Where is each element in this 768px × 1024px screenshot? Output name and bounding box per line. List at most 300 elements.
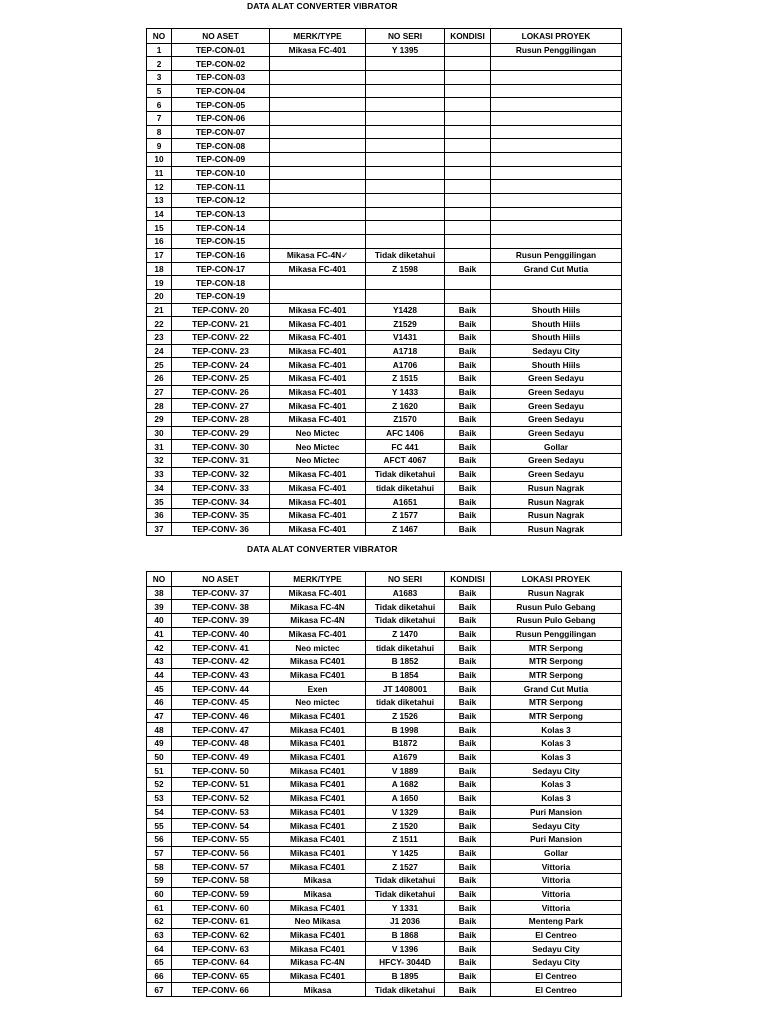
table-row <box>147 668 622 682</box>
cell-no: 21 <box>147 303 172 317</box>
table-row <box>147 805 622 819</box>
cell-lokasi-proyek: Green Sedayu <box>491 467 622 481</box>
cell-no-aset: TEP-CON-02 <box>172 57 270 71</box>
cell-no-aset: TEP-CON-11 <box>172 180 270 194</box>
table-row <box>147 873 622 887</box>
cell-kondisi: Baik <box>445 832 491 846</box>
cell-no: 37 <box>147 522 172 536</box>
table-body <box>147 43 622 536</box>
cell-lokasi-proyek: Rusun Nagrak <box>491 495 622 509</box>
cell-no-aset: TEP-CONV- 59 <box>172 887 270 901</box>
cell-no-aset: TEP-CONV- 57 <box>172 860 270 874</box>
cell-no-aset: TEP-CONV- 51 <box>172 778 270 792</box>
cell-no-aset: TEP-CONV- 44 <box>172 682 270 696</box>
cell-no-seri: V 1889 <box>366 764 445 778</box>
cell-lokasi-proyek: Rusun Penggilingan <box>491 248 622 262</box>
cell-merk-type: Mikasa FC-401 <box>270 303 366 317</box>
cell-kondisi: Baik <box>445 682 491 696</box>
cell-merk-type: Mikasa FC-401 <box>270 627 366 641</box>
table-row <box>147 98 622 112</box>
cell-kondisi: Baik <box>445 928 491 942</box>
cell-merk-type <box>270 235 366 249</box>
cell-lokasi-proyek <box>491 125 622 139</box>
cell-kondisi: Baik <box>445 330 491 344</box>
cell-no-seri: Z 1511 <box>366 832 445 846</box>
cell-merk-type: Mikasa FC-401 <box>270 522 366 536</box>
table-row <box>147 522 622 536</box>
cell-no-aset: TEP-CONV- 64 <box>172 956 270 970</box>
cell-lokasi-proyek: Kolas 3 <box>491 791 622 805</box>
cell-kondisi <box>445 194 491 208</box>
cell-no-seri: A1706 <box>366 358 445 372</box>
cell-kondisi: Baik <box>445 481 491 495</box>
cell-merk-type <box>270 70 366 84</box>
cell-no: 28 <box>147 399 172 413</box>
cell-no: 16 <box>147 235 172 249</box>
cell-merk-type: Mikasa FC401 <box>270 654 366 668</box>
cell-no: 30 <box>147 426 172 440</box>
cell-no-seri: Tidak diketahui <box>366 600 445 614</box>
cell-no-seri: Y 1425 <box>366 846 445 860</box>
cell-no: 58 <box>147 860 172 874</box>
cell-merk-type: Mikasa <box>270 983 366 997</box>
cell-no-seri: Y 1395 <box>366 43 445 57</box>
cell-merk-type: Neo mictec <box>270 641 366 655</box>
header-lokasi-proyek: LOKASI PROYEK <box>491 29 622 44</box>
table-row <box>147 248 622 262</box>
table-row <box>147 600 622 614</box>
cell-merk-type <box>270 153 366 167</box>
cell-lokasi-proyek: Shouth Hiils <box>491 330 622 344</box>
cell-kondisi: Baik <box>445 600 491 614</box>
cell-merk-type: Mikasa FC-401 <box>270 508 366 522</box>
cell-no-seri: Tidak diketahui <box>366 613 445 627</box>
cell-no-seri <box>366 166 445 180</box>
cell-no-seri: A 1682 <box>366 778 445 792</box>
cell-no: 66 <box>147 969 172 983</box>
cell-no-aset: TEP-CONV- 42 <box>172 654 270 668</box>
cell-no: 11 <box>147 166 172 180</box>
cell-no: 29 <box>147 413 172 427</box>
cell-kondisi: Baik <box>445 385 491 399</box>
cell-no: 59 <box>147 873 172 887</box>
cell-no-seri: J1 2036 <box>366 915 445 929</box>
cell-no-seri: Z 1598 <box>366 262 445 276</box>
cell-no-aset: TEP-CONV- 36 <box>172 522 270 536</box>
cell-lokasi-proyek: Rusun Nagrak <box>491 508 622 522</box>
cell-merk-type: Mikasa FC-401 <box>270 495 366 509</box>
cell-kondisi: Baik <box>445 508 491 522</box>
cell-kondisi: Baik <box>445 887 491 901</box>
cell-merk-type: Mikasa FC401 <box>270 723 366 737</box>
cell-no-seri <box>366 153 445 167</box>
cell-kondisi: Baik <box>445 522 491 536</box>
cell-no-seri: B 1854 <box>366 668 445 682</box>
cell-merk-type <box>270 276 366 290</box>
table-row <box>147 682 622 696</box>
cell-lokasi-proyek: Sedayu City <box>491 942 622 956</box>
cell-no: 15 <box>147 221 172 235</box>
cell-no-seri: AFCT 4067 <box>366 454 445 468</box>
table-row <box>147 887 622 901</box>
cell-merk-type: Mikasa FC401 <box>270 750 366 764</box>
cell-merk-type: Mikasa FC-401 <box>270 317 366 331</box>
cell-kondisi <box>445 43 491 57</box>
cell-kondisi: Baik <box>445 873 491 887</box>
table-body <box>147 586 622 997</box>
cell-lokasi-proyek: El Centreo <box>491 928 622 942</box>
cell-kondisi: Baik <box>445 262 491 276</box>
cell-lokasi-proyek: Rusun Penggilingan <box>491 627 622 641</box>
cell-merk-type <box>270 289 366 303</box>
cell-lokasi-proyek: Rusun Nagrak <box>491 522 622 536</box>
cell-kondisi: Baik <box>445 372 491 386</box>
cell-no-seri: Y 1433 <box>366 385 445 399</box>
cell-merk-type: Mikasa FC401 <box>270 805 366 819</box>
cell-lokasi-proyek: MTR Serpong <box>491 641 622 655</box>
cell-no-seri: tidak diketahui <box>366 696 445 710</box>
cell-merk-type: Mikasa FC-4N <box>270 600 366 614</box>
cell-no-seri: Z 1515 <box>366 372 445 386</box>
cell-kondisi: Baik <box>445 778 491 792</box>
cell-merk-type: Mikasa <box>270 873 366 887</box>
cell-no-aset: TEP-CON-10 <box>172 166 270 180</box>
cell-kondisi: Baik <box>445 440 491 454</box>
cell-merk-type: Mikasa FC-401 <box>270 413 366 427</box>
cell-no-aset: TEP-CONV- 35 <box>172 508 270 522</box>
header-no: NO <box>147 29 172 44</box>
cell-merk-type: Mikasa FC-401 <box>270 481 366 495</box>
cell-no-seri: A1679 <box>366 750 445 764</box>
cell-lokasi-proyek: Gollar <box>491 440 622 454</box>
cell-kondisi: Baik <box>445 956 491 970</box>
cell-lokasi-proyek <box>491 70 622 84</box>
cell-merk-type <box>270 125 366 139</box>
cell-lokasi-proyek: Rusun Pulo Gebang <box>491 600 622 614</box>
cell-no-seri: tidak diketahui <box>366 481 445 495</box>
cell-no-seri: Y 1331 <box>366 901 445 915</box>
cell-no: 64 <box>147 942 172 956</box>
cell-no-seri: A1651 <box>366 495 445 509</box>
cell-no-seri: HFCY- 3044D <box>366 956 445 970</box>
cell-kondisi: Baik <box>445 413 491 427</box>
table-row <box>147 84 622 98</box>
cell-lokasi-proyek: Rusun Penggilingan <box>491 43 622 57</box>
cell-no: 62 <box>147 915 172 929</box>
table-row <box>147 860 622 874</box>
cell-lokasi-proyek: Vittoria <box>491 901 622 915</box>
cell-no: 32 <box>147 454 172 468</box>
cell-lokasi-proyek <box>491 289 622 303</box>
table-row <box>147 778 622 792</box>
cell-no-seri <box>366 235 445 249</box>
header-no-seri: NO SERI <box>366 572 445 587</box>
cell-no: 42 <box>147 641 172 655</box>
vibrator-table-2 <box>146 571 622 997</box>
cell-lokasi-proyek: Green Sedayu <box>491 385 622 399</box>
cell-merk-type: Neo Mikasa <box>270 915 366 929</box>
cell-merk-type <box>270 139 366 153</box>
cell-lokasi-proyek: Shouth Hiils <box>491 303 622 317</box>
table-row <box>147 262 622 276</box>
cell-no: 34 <box>147 481 172 495</box>
cell-lokasi-proyek: Green Sedayu <box>491 454 622 468</box>
cell-lokasi-proyek: Grand Cut Mutia <box>491 682 622 696</box>
cell-lokasi-proyek: Sedayu City <box>491 764 622 778</box>
cell-merk-type: Mikasa FC401 <box>270 928 366 942</box>
cell-merk-type: Mikasa FC-401 <box>270 262 366 276</box>
cell-no-aset: TEP-CONV- 47 <box>172 723 270 737</box>
cell-no-seri: Z 1520 <box>366 819 445 833</box>
cell-no-seri: JT 1408001 <box>366 682 445 696</box>
cell-no-aset: TEP-CON-16 <box>172 248 270 262</box>
cell-merk-type: Mikasa FC-401 <box>270 344 366 358</box>
cell-no-seri <box>366 221 445 235</box>
cell-no-aset: TEP-CONV- 40 <box>172 627 270 641</box>
cell-merk-type: Exen <box>270 682 366 696</box>
cell-merk-type: Mikasa FC401 <box>270 901 366 915</box>
table-row <box>147 819 622 833</box>
cell-no-seri <box>366 111 445 125</box>
table-row <box>147 969 622 983</box>
cell-kondisi: Baik <box>445 495 491 509</box>
cell-no-seri: Y1428 <box>366 303 445 317</box>
cell-no-seri: AFC 1406 <box>366 426 445 440</box>
cell-no: 22 <box>147 317 172 331</box>
cell-no-aset: TEP-CON-09 <box>172 153 270 167</box>
table-row <box>147 723 622 737</box>
cell-kondisi <box>445 207 491 221</box>
table-row <box>147 440 622 454</box>
cell-kondisi <box>445 84 491 98</box>
cell-kondisi <box>445 139 491 153</box>
cell-no-seri <box>366 207 445 221</box>
cell-no-aset: TEP-CONV- 61 <box>172 915 270 929</box>
cell-lokasi-proyek: MTR Serpong <box>491 668 622 682</box>
cell-lokasi-proyek: Grand Cut Mutia <box>491 262 622 276</box>
cell-lokasi-proyek <box>491 194 622 208</box>
cell-no-seri <box>366 70 445 84</box>
cell-no-aset: TEP-CONV- 54 <box>172 819 270 833</box>
cell-no: 47 <box>147 709 172 723</box>
table-row <box>147 846 622 860</box>
cell-lokasi-proyek: Kolas 3 <box>491 778 622 792</box>
cell-kondisi: Baik <box>445 426 491 440</box>
cell-kondisi: Baik <box>445 764 491 778</box>
cell-merk-type: Mikasa <box>270 887 366 901</box>
cell-merk-type: Neo Mictec <box>270 440 366 454</box>
cell-no: 54 <box>147 805 172 819</box>
cell-no-seri: V 1396 <box>366 942 445 956</box>
cell-no-seri: Z 1527 <box>366 860 445 874</box>
cell-kondisi: Baik <box>445 915 491 929</box>
cell-merk-type: Mikasa FC401 <box>270 846 366 860</box>
cell-no-seri <box>366 194 445 208</box>
cell-no-aset: TEP-CONV- 29 <box>172 426 270 440</box>
cell-no-aset: TEP-CONV- 49 <box>172 750 270 764</box>
cell-no-seri: Tidak diketahui <box>366 467 445 481</box>
table-header-row <box>147 572 622 587</box>
cell-no: 45 <box>147 682 172 696</box>
table-row <box>147 289 622 303</box>
cell-merk-type: Mikasa FC401 <box>270 709 366 723</box>
cell-no-aset: TEP-CONV- 52 <box>172 791 270 805</box>
cell-kondisi <box>445 57 491 71</box>
cell-no-seri: tidak diketahui <box>366 641 445 655</box>
cell-lokasi-proyek: Kolas 3 <box>491 750 622 764</box>
cell-kondisi <box>445 111 491 125</box>
table-row <box>147 750 622 764</box>
cell-no-aset: TEP-CON-03 <box>172 70 270 84</box>
cell-merk-type: Mikasa FC-401 <box>270 399 366 413</box>
cell-no-seri <box>366 139 445 153</box>
cell-kondisi: Baik <box>445 805 491 819</box>
cell-no: 27 <box>147 385 172 399</box>
cell-lokasi-proyek: Kolas 3 <box>491 737 622 751</box>
cell-kondisi: Baik <box>445 641 491 655</box>
cell-no: 53 <box>147 791 172 805</box>
table-row <box>147 194 622 208</box>
table-row <box>147 454 622 468</box>
table-row <box>147 399 622 413</box>
cell-merk-type: Mikasa FC-4N <box>270 956 366 970</box>
cell-no-seri: V 1329 <box>366 805 445 819</box>
table-row <box>147 956 622 970</box>
cell-no-aset: TEP-CONV- 21 <box>172 317 270 331</box>
cell-no-seri <box>366 57 445 71</box>
cell-lokasi-proyek: Puri Mansion <box>491 805 622 819</box>
cell-kondisi: Baik <box>445 317 491 331</box>
table-row <box>147 627 622 641</box>
cell-lokasi-proyek <box>491 276 622 290</box>
cell-merk-type: Mikasa FC401 <box>270 737 366 751</box>
cell-lokasi-proyek: Rusun Nagrak <box>491 586 622 600</box>
cell-lokasi-proyek: Shouth Hiils <box>491 358 622 372</box>
table-row <box>147 983 622 997</box>
cell-no: 13 <box>147 194 172 208</box>
cell-no-seri: Z 1467 <box>366 522 445 536</box>
cell-no-aset: TEP-CONV- 43 <box>172 668 270 682</box>
table-row <box>147 764 622 778</box>
cell-lokasi-proyek: Vittoria <box>491 860 622 874</box>
cell-kondisi <box>445 235 491 249</box>
cell-lokasi-proyek: El Centreo <box>491 969 622 983</box>
cell-no: 9 <box>147 139 172 153</box>
table-row <box>147 57 622 71</box>
cell-no: 49 <box>147 737 172 751</box>
cell-lokasi-proyek: Green Sedayu <box>491 399 622 413</box>
cell-merk-type <box>270 57 366 71</box>
cell-lokasi-proyek: Green Sedayu <box>491 413 622 427</box>
cell-no-aset: TEP-CONV- 32 <box>172 467 270 481</box>
cell-merk-type: Mikasa FC-401 <box>270 385 366 399</box>
table-row <box>147 70 622 84</box>
cell-kondisi: Baik <box>445 942 491 956</box>
cell-no-seri <box>366 125 445 139</box>
cell-no: 18 <box>147 262 172 276</box>
cell-merk-type: Mikasa FC-401 <box>270 43 366 57</box>
table-row <box>147 832 622 846</box>
cell-lokasi-proyek: MTR Serpong <box>491 654 622 668</box>
cell-no: 3 <box>147 70 172 84</box>
cell-no: 57 <box>147 846 172 860</box>
cell-lokasi-proyek: MTR Serpong <box>491 696 622 710</box>
cell-no: 17 <box>147 248 172 262</box>
cell-merk-type: Mikasa FC401 <box>270 969 366 983</box>
cell-no-seri: Z 1577 <box>366 508 445 522</box>
cell-no-aset: TEP-CONV- 30 <box>172 440 270 454</box>
cell-kondisi: Baik <box>445 709 491 723</box>
cell-kondisi <box>445 289 491 303</box>
table-row <box>147 495 622 509</box>
cell-no: 6 <box>147 98 172 112</box>
table-row <box>147 901 622 915</box>
cell-no-seri: B 1852 <box>366 654 445 668</box>
cell-merk-type: Mikasa FC-401 <box>270 372 366 386</box>
cell-no-seri: A 1650 <box>366 791 445 805</box>
table-row <box>147 344 622 358</box>
cell-no-aset: TEP-CONV- 48 <box>172 737 270 751</box>
table-row <box>147 139 622 153</box>
cell-no: 60 <box>147 887 172 901</box>
cell-lokasi-proyek <box>491 180 622 194</box>
cell-no-seri: Tidak diketahui <box>366 887 445 901</box>
cell-kondisi: Baik <box>445 358 491 372</box>
cell-no-aset: TEP-CONV- 28 <box>172 413 270 427</box>
cell-merk-type: Mikasa FC401 <box>270 668 366 682</box>
cell-merk-type: Mikasa FC401 <box>270 819 366 833</box>
cell-merk-type <box>270 221 366 235</box>
cell-no: 26 <box>147 372 172 386</box>
cell-kondisi: Baik <box>445 586 491 600</box>
table-row <box>147 426 622 440</box>
cell-merk-type: Neo Mictec <box>270 454 366 468</box>
cell-no: 19 <box>147 276 172 290</box>
cell-lokasi-proyek <box>491 84 622 98</box>
cell-lokasi-proyek: Kolas 3 <box>491 723 622 737</box>
cell-no-aset: TEP-CONV- 33 <box>172 481 270 495</box>
document-title: DATA ALAT CONVERTER VIBRATOR <box>247 1 398 11</box>
cell-no-seri: A1683 <box>366 586 445 600</box>
cell-no-aset: TEP-CONV- 26 <box>172 385 270 399</box>
cell-no-aset: TEP-CONV- 60 <box>172 901 270 915</box>
cell-no: 43 <box>147 654 172 668</box>
table-row <box>147 235 622 249</box>
cell-no-seri <box>366 84 445 98</box>
cell-merk-type: Mikasa FC401 <box>270 832 366 846</box>
cell-kondisi: Baik <box>445 983 491 997</box>
cell-lokasi-proyek <box>491 98 622 112</box>
table-row <box>147 125 622 139</box>
cell-merk-type <box>270 166 366 180</box>
table-row <box>147 207 622 221</box>
cell-no-aset: TEP-CONV- 45 <box>172 696 270 710</box>
cell-kondisi <box>445 166 491 180</box>
cell-kondisi: Baik <box>445 696 491 710</box>
cell-no-seri: A1718 <box>366 344 445 358</box>
cell-no-aset: TEP-CONV- 41 <box>172 641 270 655</box>
cell-no: 51 <box>147 764 172 778</box>
cell-kondisi: Baik <box>445 969 491 983</box>
cell-no: 31 <box>147 440 172 454</box>
cell-no-aset: TEP-CONV- 55 <box>172 832 270 846</box>
table-row <box>147 358 622 372</box>
cell-lokasi-proyek <box>491 111 622 125</box>
cell-merk-type: Mikasa FC401 <box>270 791 366 805</box>
header-no-seri: NO SERI <box>366 29 445 44</box>
table-row <box>147 737 622 751</box>
header-kondisi: KONDISI <box>445 29 491 44</box>
